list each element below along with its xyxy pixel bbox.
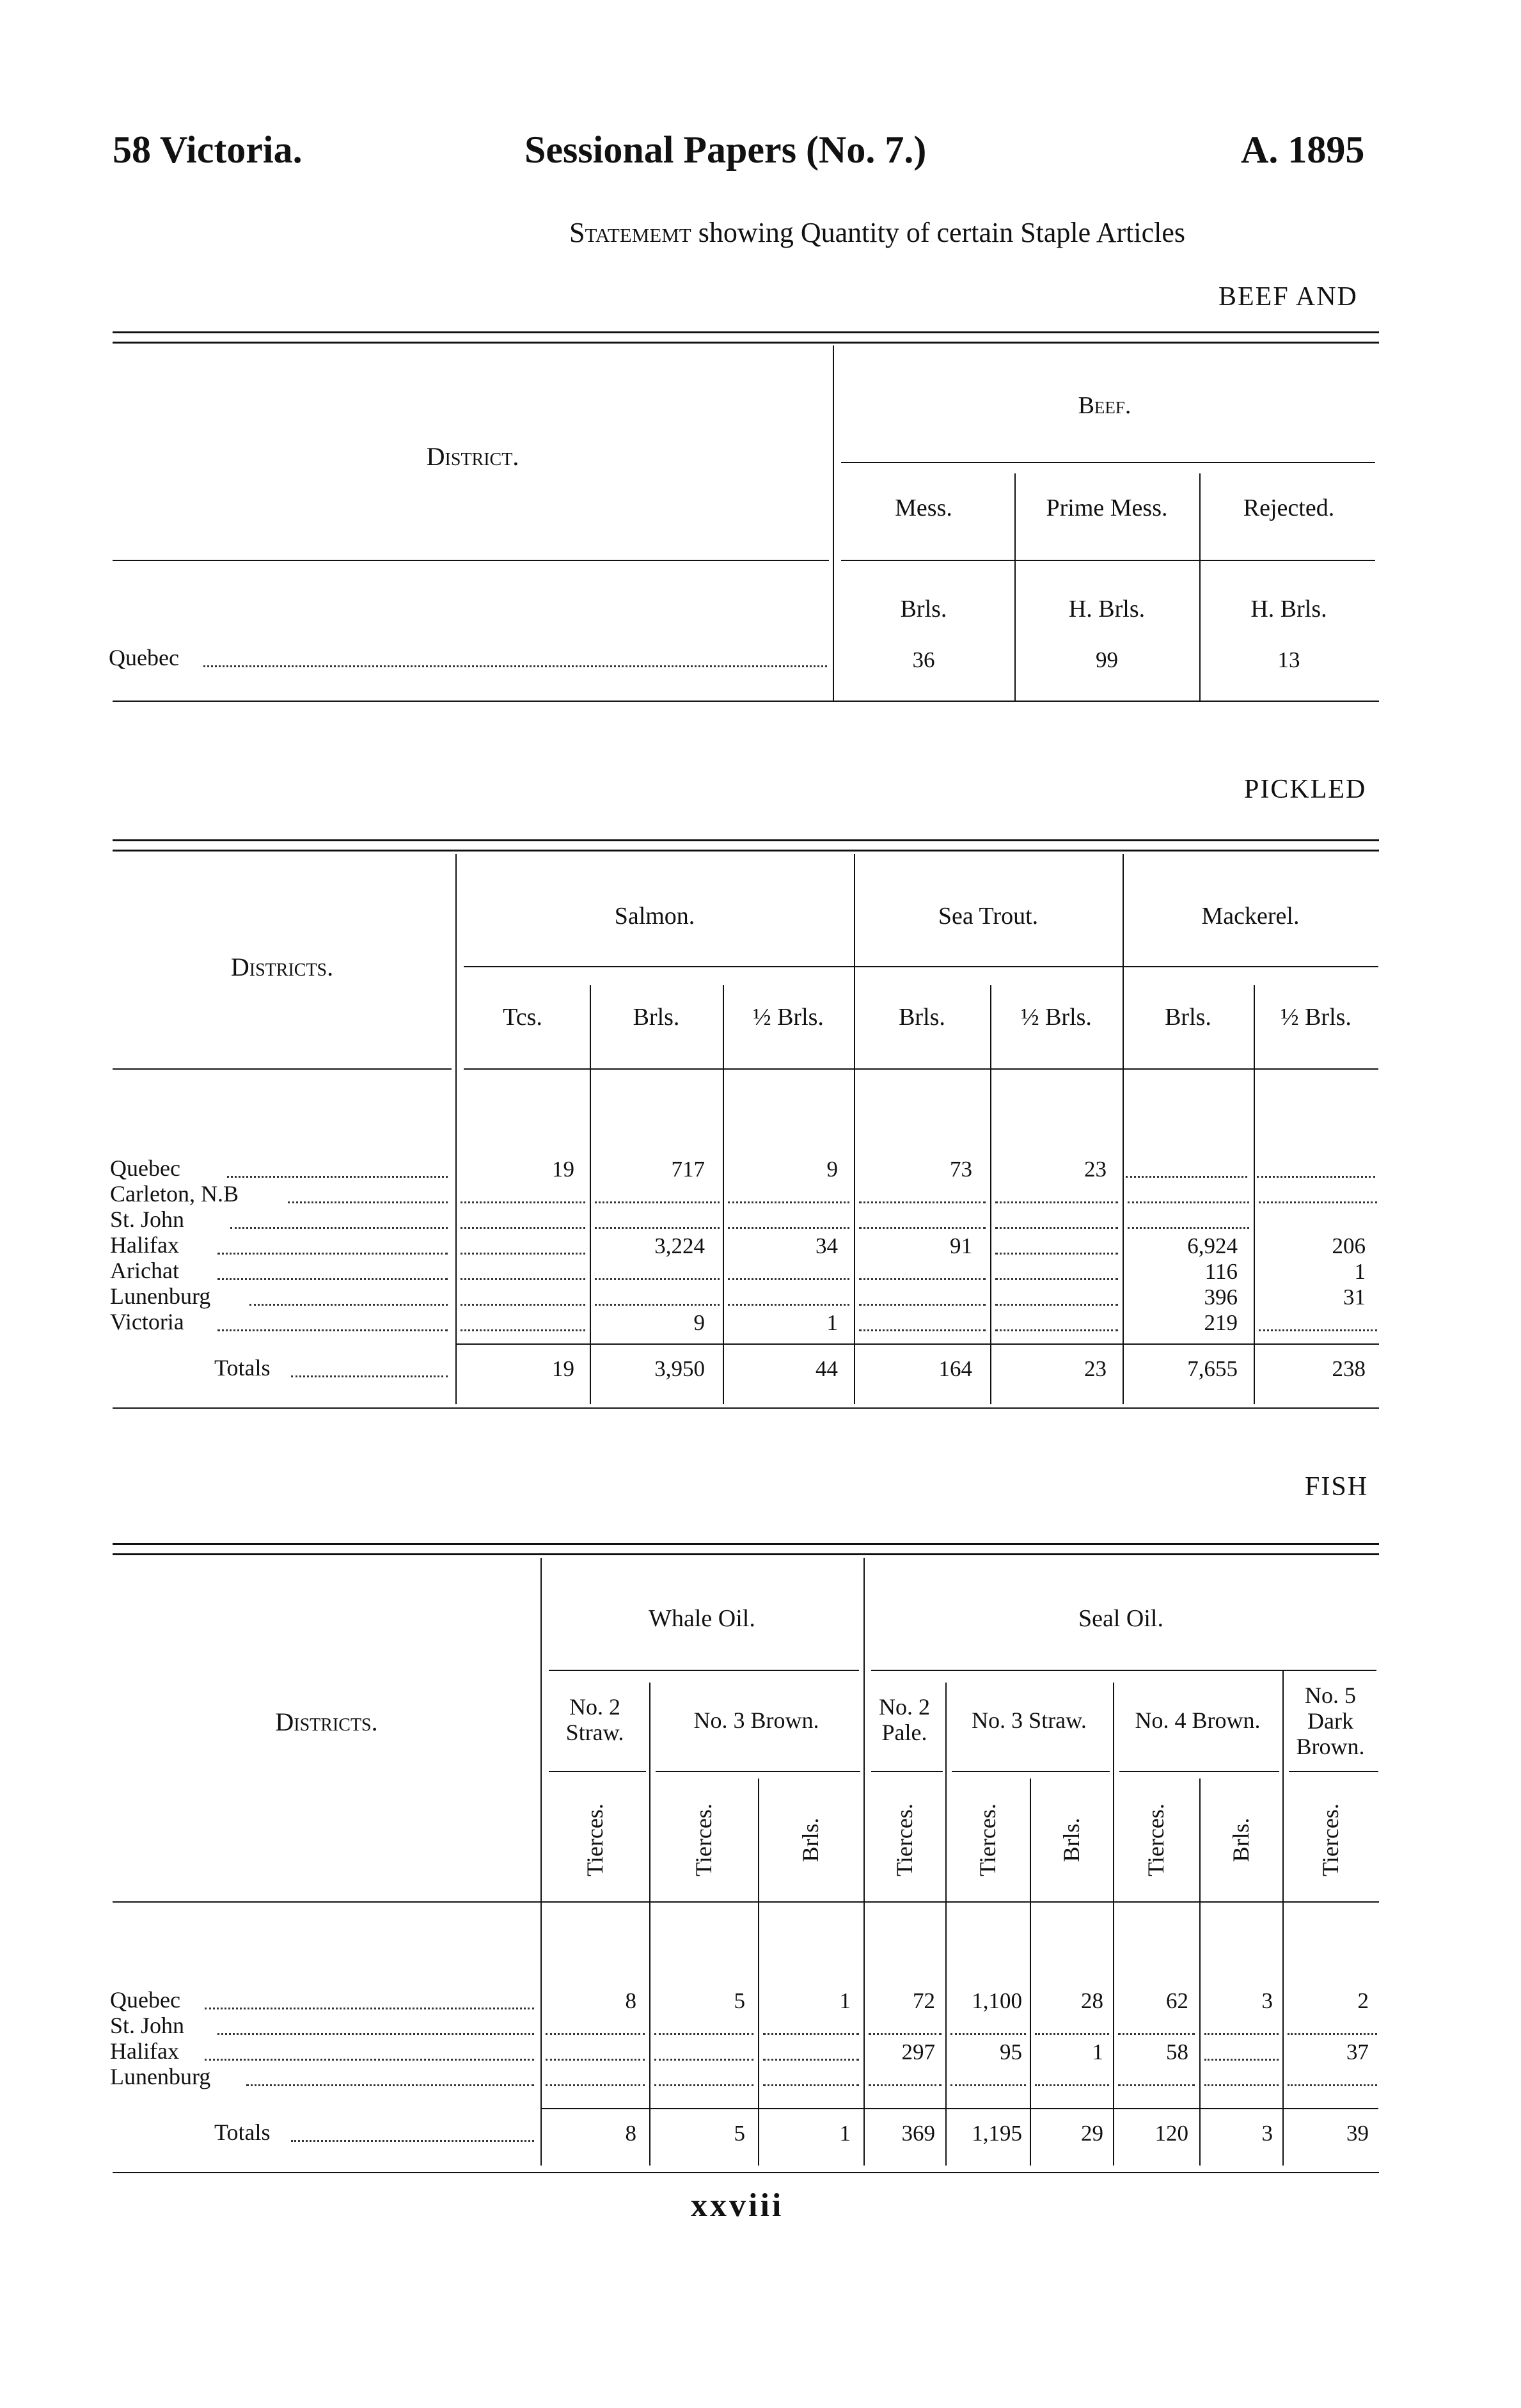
fish-cell: 1,100 [972, 1988, 1022, 2013]
beef-col-header: Prime Mess. [1046, 495, 1168, 521]
pickled-row-district: Carleton, N.B [110, 1181, 239, 1207]
fish-total: 369 [901, 2121, 935, 2146]
pickled-unit: ½ Brls. [1281, 1004, 1352, 1031]
beef-unit: H. Brls. [1250, 596, 1327, 622]
fish-total: 120 [1155, 2121, 1188, 2146]
fish-unit: Tierces. [691, 1803, 716, 1876]
fish-unit: Tierces. [1143, 1803, 1169, 1876]
pickled-cell: 31 [1343, 1285, 1366, 1310]
pickled-unit: ½ Brls. [1021, 1004, 1092, 1031]
fish-total: 1,195 [972, 2121, 1022, 2146]
pickled-cell: 23 [1084, 1157, 1107, 1182]
fish-cell: 95 [1000, 2040, 1022, 2064]
pickled-total: 238 [1332, 1356, 1366, 1381]
fish-unit: Brls. [1059, 1818, 1084, 1862]
pickled-total: 19 [552, 1356, 574, 1381]
fish-group-header: Seal Oil. [1078, 1605, 1163, 1632]
fish-unit: Tierces. [892, 1803, 917, 1876]
pickled-cell: 73 [950, 1157, 972, 1182]
fish-subgroup-header: No. 3 Straw. [972, 1707, 1087, 1733]
beef-section-title: BEEF AND [1218, 282, 1358, 312]
pickled-cell: 9 [693, 1310, 705, 1335]
fish-row-district: Lunenburg [110, 2064, 211, 2089]
fish-section-title: FISH [1305, 1472, 1369, 1501]
fish-subgroup-header: No. 3 Brown. [693, 1707, 819, 1733]
statement-line [569, 216, 1185, 249]
pickled-total: 7,655 [1187, 1356, 1238, 1381]
fish-cell: 28 [1081, 1988, 1103, 2013]
pickled-row-district: Quebec [110, 1155, 180, 1181]
pickled-row-district: Halifax [110, 1232, 179, 1258]
beef-unit: H. Brls. [1068, 596, 1146, 622]
beef-unit: Brls. [900, 596, 947, 622]
fish-cell: 1 [839, 1988, 851, 2013]
pickled-cell: 219 [1204, 1310, 1238, 1335]
pickled-group-header: Salmon. [614, 903, 695, 930]
statement-rest: showing Quantity of certain Staple Articles [698, 217, 1186, 248]
fish-cell: 8 [625, 1988, 636, 2013]
pickled-district-header: Districts. [230, 953, 334, 981]
beef-col-header: Rejected. [1243, 495, 1335, 521]
pickled-unit: Brls. [1165, 1004, 1211, 1031]
fish-totals-label: Totals [214, 2119, 271, 2145]
fish-row-district: Halifax [110, 2038, 179, 2064]
pickled-cell: 91 [950, 1233, 972, 1258]
fish-cell: 72 [913, 1988, 935, 2013]
fish-cell: 5 [734, 1988, 745, 2013]
fish-cell: 1 [1092, 2040, 1103, 2064]
fish-total: 5 [734, 2121, 745, 2146]
fish-unit: Tierces. [975, 1803, 1000, 1876]
pickled-cell: 19 [552, 1157, 574, 1182]
fish-total: 39 [1346, 2121, 1369, 2146]
pickled-row-district: Victoria [110, 1309, 184, 1335]
fish-unit: Tierces. [582, 1803, 608, 1876]
fish-cell: 3 [1261, 1988, 1273, 2013]
pickled-group-header: Sea Trout. [938, 903, 1039, 930]
pickled-cell: 3,224 [654, 1233, 705, 1258]
pickled-cell: 1 [826, 1310, 838, 1335]
header-right: A. 1895 [1241, 129, 1365, 171]
beef-cell: 99 [1096, 647, 1118, 672]
fish-district-header: Districts. [275, 1707, 378, 1736]
fish-cell: 297 [901, 2040, 935, 2064]
pickled-row-district: Arichat [110, 1258, 179, 1283]
fish-unit: Brls. [798, 1818, 823, 1862]
fish-subgroup-header: No. 2 Pale. [879, 1694, 930, 1745]
pickled-cell: 34 [816, 1233, 838, 1258]
pickled-total: 23 [1084, 1356, 1107, 1381]
pickled-row-district: St. John [110, 1207, 185, 1232]
page-number: xxviii [691, 2187, 784, 2224]
fish-cell: 62 [1166, 1988, 1188, 2013]
beef-cell: 36 [912, 647, 935, 672]
fish-total: 29 [1081, 2121, 1103, 2146]
pickled-row-district: Lunenburg [110, 1283, 211, 1309]
pickled-unit: Brls. [899, 1004, 945, 1031]
pickled-total: 3,950 [654, 1356, 705, 1381]
fish-cell: 2 [1357, 1988, 1369, 2013]
header-left: 58 Victoria. [113, 129, 303, 171]
pickled-group-header: Mackerel. [1201, 903, 1300, 930]
fish-unit: Brls. [1228, 1818, 1254, 1862]
pickled-cell: 1 [1354, 1259, 1366, 1284]
fish-cell: 58 [1166, 2040, 1188, 2064]
pickled-unit: Tcs. [503, 1004, 542, 1031]
beef-col-header: Mess. [895, 495, 952, 521]
pickled-cell: 9 [826, 1157, 838, 1182]
fish-total: 8 [625, 2121, 636, 2146]
pickled-section-title: PICKLED [1244, 775, 1367, 804]
fish-row-district: Quebec [110, 1987, 180, 2013]
fish-subgroup-header: No. 4 Brown. [1135, 1707, 1261, 1733]
beef-row-district: Quebec [109, 645, 179, 670]
pickled-cell: 396 [1204, 1285, 1238, 1310]
pickled-cell: 6,924 [1187, 1233, 1238, 1258]
fish-subgroup-header: No. 5 Dark Brown. [1296, 1683, 1365, 1759]
pickled-total: 164 [938, 1356, 972, 1381]
statement-lead: Statememt [569, 217, 691, 248]
pickled-total: 44 [816, 1356, 838, 1381]
pickled-cell: 206 [1332, 1233, 1366, 1258]
beef-group-header: Beef. [1078, 392, 1131, 419]
fish-unit: Tierces. [1318, 1803, 1343, 1876]
pickled-unit: Brls. [633, 1004, 680, 1031]
pickled-cell: 717 [671, 1157, 705, 1182]
header-center: Sessional Papers (No. 7.) [524, 129, 927, 171]
beef-cell: 13 [1277, 647, 1300, 672]
pickled-unit: ½ Brls. [753, 1004, 824, 1031]
beef-district-header: District. [426, 442, 519, 471]
pickled-cell: 116 [1204, 1259, 1238, 1284]
fish-total: 3 [1261, 2121, 1273, 2146]
fish-subgroup-header: No. 2 Straw. [565, 1694, 624, 1745]
pickled-totals-label: Totals [214, 1355, 271, 1381]
fish-row-district: St. John [110, 2013, 185, 2038]
fish-group-header: Whale Oil. [649, 1605, 755, 1632]
fish-total: 1 [839, 2121, 851, 2146]
fish-cell: 37 [1346, 2040, 1369, 2064]
